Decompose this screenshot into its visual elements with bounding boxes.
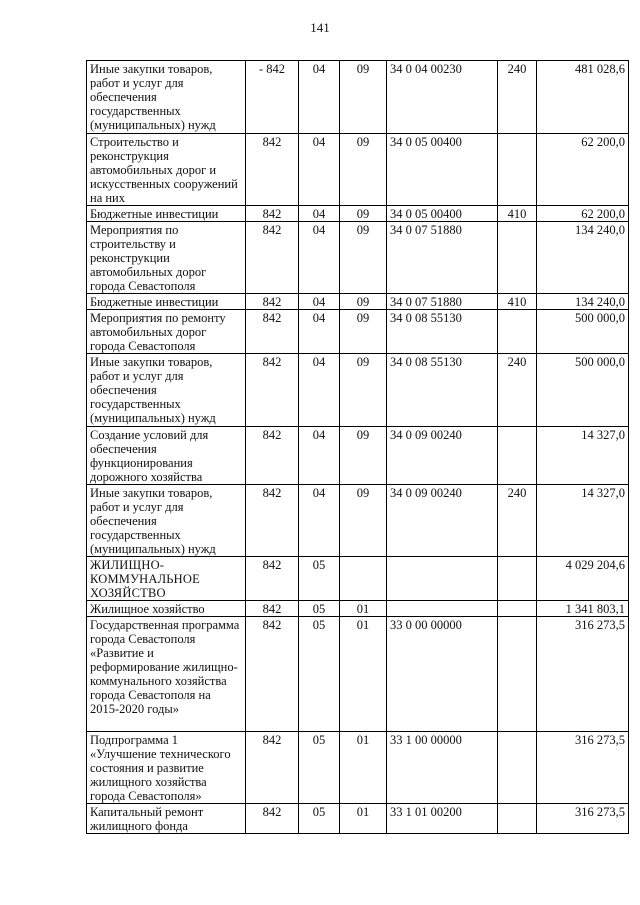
row-target xyxy=(387,601,498,617)
row-name: Подпрограмма 1 «Улучшение технического состояния и развитие жилищного хозяйства города Севастополя» xyxy=(87,732,246,804)
row-subsection: 09 xyxy=(340,134,387,206)
row-name: Строительство и реконструкция автомобильных дорог и искусственных сооружений на них xyxy=(87,134,246,206)
row-target: 33 0 00 00000 xyxy=(387,617,498,732)
row-subsection: 09 xyxy=(340,354,387,427)
row-code: 842 xyxy=(246,601,299,617)
row-subsection: 01 xyxy=(340,804,387,834)
table-row xyxy=(87,804,629,834)
row-name: Бюджетные инвестиции xyxy=(87,294,246,310)
table-row xyxy=(87,61,629,134)
row-section: 04 xyxy=(299,310,340,354)
row-type xyxy=(498,601,537,617)
row-subsection: 09 xyxy=(340,222,387,294)
row-type xyxy=(498,134,537,206)
table-row xyxy=(87,601,629,617)
row-name: Создание условий для обеспечения функционирования дорожного хозяйства xyxy=(87,427,246,485)
row-name: Капитальный ремонт жилищного фонда xyxy=(87,804,246,834)
row-name: ЖИЛИЩНО-КОММУНАЛЬНОЕ ХОЗЯЙСТВО xyxy=(87,557,246,601)
row-subsection: 09 xyxy=(340,427,387,485)
row-code: 842 xyxy=(246,617,299,732)
row-target: 34 0 07 51880 xyxy=(387,294,498,310)
row-section: 05 xyxy=(299,601,340,617)
row-section: 04 xyxy=(299,206,340,222)
row-name: Иные закупки товаров, работ и услуг для обеспечения государственных (муниципальных) нужд xyxy=(87,354,246,427)
row-subsection: 01 xyxy=(340,617,387,732)
row-amount: 316 273,5 xyxy=(537,804,629,834)
row-type xyxy=(498,557,537,601)
table-row xyxy=(87,134,629,206)
row-amount: 14 327,0 xyxy=(537,485,629,557)
row-code: 842 xyxy=(246,557,299,601)
row-type: 410 xyxy=(498,294,537,310)
row-code: 842 xyxy=(246,310,299,354)
row-code: 842 xyxy=(246,427,299,485)
row-name: Иные закупки товаров, работ и услуг для обеспечения государственных (муниципальных) нужд xyxy=(87,485,246,557)
row-type: 240 xyxy=(498,61,537,134)
row-type xyxy=(498,222,537,294)
table-row xyxy=(87,485,629,557)
row-type: 240 xyxy=(498,485,537,557)
row-amount: 481 028,6 xyxy=(537,61,629,134)
row-section: 04 xyxy=(299,134,340,206)
row-section: 04 xyxy=(299,354,340,427)
row-code: 842 xyxy=(246,354,299,427)
row-section: 04 xyxy=(299,61,340,134)
table-row xyxy=(87,354,629,427)
row-amount: 14 327,0 xyxy=(537,427,629,485)
table-row xyxy=(87,732,629,804)
row-type xyxy=(498,804,537,834)
row-target: 33 1 00 00000 xyxy=(387,732,498,804)
row-section: 05 xyxy=(299,557,340,601)
row-subsection: 09 xyxy=(340,61,387,134)
row-amount: 134 240,0 xyxy=(537,294,629,310)
row-amount: 316 273,5 xyxy=(537,617,629,732)
table-row xyxy=(87,557,629,601)
table-row xyxy=(87,427,629,485)
row-target: 34 0 04 00230 xyxy=(387,61,498,134)
row-code: 842 xyxy=(246,485,299,557)
row-section: 05 xyxy=(299,804,340,834)
row-amount: 62 200,0 xyxy=(537,206,629,222)
table-row xyxy=(87,310,629,354)
row-amount: 500 000,0 xyxy=(537,354,629,427)
row-type xyxy=(498,310,537,354)
table-row xyxy=(87,617,629,732)
table-row xyxy=(87,222,629,294)
row-subsection: 01 xyxy=(340,601,387,617)
row-section: 05 xyxy=(299,732,340,804)
row-type xyxy=(498,427,537,485)
row-target: 34 0 05 00400 xyxy=(387,134,498,206)
row-subsection xyxy=(340,557,387,601)
row-code: 842 xyxy=(246,134,299,206)
row-subsection: 09 xyxy=(340,294,387,310)
budget-table xyxy=(86,60,629,834)
row-amount: 316 273,5 xyxy=(537,732,629,804)
row-type: 410 xyxy=(498,206,537,222)
row-code: - 842 xyxy=(246,61,299,134)
row-amount: 1 341 803,1 xyxy=(537,601,629,617)
row-section: 04 xyxy=(299,222,340,294)
row-section: 04 xyxy=(299,294,340,310)
row-type: 240 xyxy=(498,354,537,427)
row-target: 34 0 07 51880 xyxy=(387,222,498,294)
row-subsection: 01 xyxy=(340,732,387,804)
row-subsection: 09 xyxy=(340,206,387,222)
row-code: 842 xyxy=(246,222,299,294)
row-target: 34 0 05 00400 xyxy=(387,206,498,222)
row-code: 842 xyxy=(246,206,299,222)
row-name: Мероприятия по строительству и реконструкции автомобильных дорог города Севастополя xyxy=(87,222,246,294)
row-amount: 4 029 204,6 xyxy=(537,557,629,601)
page-number: 141 xyxy=(310,20,330,35)
row-section: 04 xyxy=(299,485,340,557)
row-amount: 62 200,0 xyxy=(537,134,629,206)
row-target xyxy=(387,557,498,601)
row-amount: 134 240,0 xyxy=(537,222,629,294)
row-code: 842 xyxy=(246,804,299,834)
row-code: 842 xyxy=(246,294,299,310)
row-target: 34 0 08 55130 xyxy=(387,354,498,427)
row-section: 05 xyxy=(299,617,340,732)
row-subsection: 09 xyxy=(340,485,387,557)
row-target: 33 1 01 00200 xyxy=(387,804,498,834)
row-name: Иные закупки товаров, работ и услуг для обеспечения государственных (муниципальных) нужд xyxy=(87,61,246,134)
row-amount: 500 000,0 xyxy=(537,310,629,354)
row-type xyxy=(498,617,537,732)
row-type xyxy=(498,732,537,804)
row-section: 04 xyxy=(299,427,340,485)
row-target: 34 0 08 55130 xyxy=(387,310,498,354)
row-target: 34 0 09 00240 xyxy=(387,485,498,557)
row-target: 34 0 09 00240 xyxy=(387,427,498,485)
table-row xyxy=(87,294,629,310)
table-row xyxy=(87,206,629,222)
row-subsection: 09 xyxy=(340,310,387,354)
row-name: Мероприятия по ремонту автомобильных дорог города Севастополя xyxy=(87,310,246,354)
row-name: Жилищное хозяйство xyxy=(87,601,246,617)
row-name: Государственная программа города Севастополя «Развитие и реформирование жилищно-коммунального хозяйства города Севастополя на 2015-2020 годы» xyxy=(87,617,246,732)
row-code: 842 xyxy=(246,732,299,804)
row-name: Бюджетные инвестиции xyxy=(87,206,246,222)
